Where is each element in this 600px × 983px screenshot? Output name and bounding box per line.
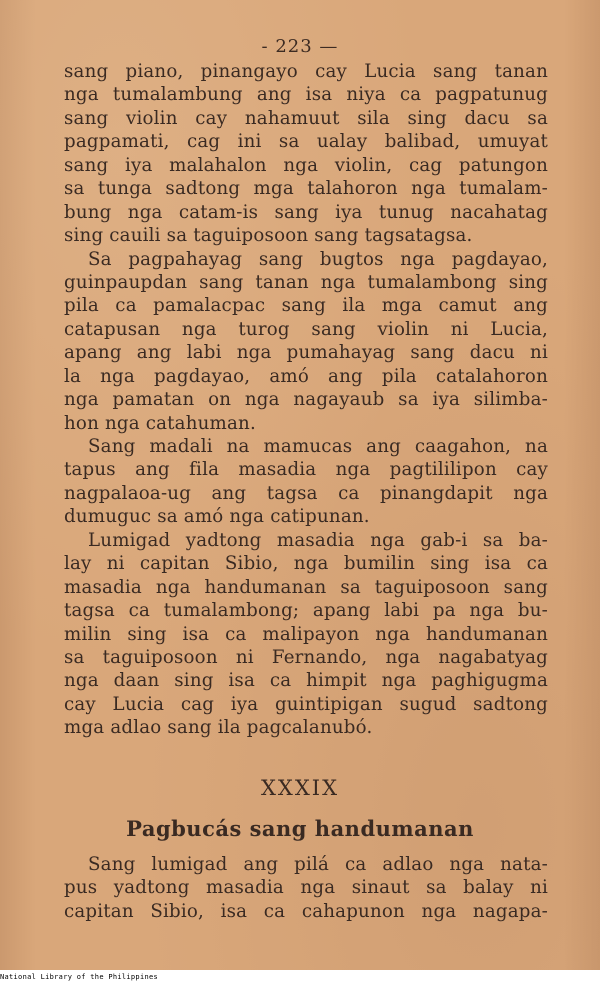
text-line: lay ni capitan Sibio, nga bumilin sing isa ca bbox=[64, 553, 548, 575]
text-line: guinpaupdan sang tanan nga tumalambong sing bbox=[64, 271, 548, 293]
page-body-text bbox=[64, 60, 548, 740]
text-line: Sa pagpahayag sang bugtos nga pagdayao, bbox=[88, 248, 548, 270]
text-line: capitan Sibio, isa ca cahapunon nga nagapa- bbox=[64, 900, 548, 922]
text-line: milin sing isa ca malipayon nga handumanan bbox=[64, 623, 548, 645]
text-line: nga daan sing isa ca himpit nga paghigugma bbox=[64, 670, 548, 692]
text-line: apang ang labi nga pumahayag sang dacu ni bbox=[64, 342, 548, 364]
text-line: hon nga catahuman. bbox=[64, 412, 256, 434]
library-credit: National Library of the Philippines bbox=[0, 973, 159, 981]
text-line: catapusan nga turog sang violin ni Lucia, bbox=[64, 318, 548, 340]
text-line: dumuguc sa amó nga catipunan. bbox=[64, 506, 370, 528]
chapter-opening-text bbox=[64, 853, 548, 923]
text-line: sa taguiposoon ni Fernando, nga nagabatyag bbox=[64, 646, 548, 668]
text-line: bung nga catam-is sang iya tunug nacahatag bbox=[64, 201, 548, 223]
text-line: tagsa ca tumalambong; apang labi pa nga bu- bbox=[64, 600, 548, 622]
chapter-numeral: XXXIX bbox=[260, 776, 340, 800]
text-line: sang violin cay nahamuut sila sing dacu sa bbox=[64, 107, 548, 129]
text-line: Sang madali na mamucas ang caagahon, na bbox=[88, 436, 548, 457]
text-line: sang piano, pinangayo cay Lucia sang tanan bbox=[64, 61, 548, 82]
text-line: Lumigad yadtong masadia nga gab-i sa ba- bbox=[88, 529, 548, 551]
text-line: nga tumalambung ang isa niya ca pagpatunug bbox=[64, 84, 548, 106]
text-line: sa tunga sadtong mga talahoron nga tumalam- bbox=[64, 178, 548, 200]
text-line: sang iya malahalon nga violin, cag patungon bbox=[64, 154, 548, 176]
text-line: nagpalaoa-ug ang tagsa ca pinangdapit nga bbox=[64, 482, 548, 504]
text-line: cay Lucia cag iya guintipigan sugud sadtong bbox=[64, 693, 548, 715]
text-line: tapus ang fila masadia nga pagtililipon cay bbox=[64, 459, 548, 481]
text-line: pagpamati, cag ini sa ualay balibad, umuyat bbox=[64, 131, 548, 153]
text-line: mga adlao sang ila pagcalanubó. bbox=[64, 717, 373, 739]
text-line: pila ca pamalacpac sang ila mga camut ang bbox=[64, 295, 548, 317]
text-line: masadia nga handumanan sa taguiposoon sang bbox=[64, 576, 548, 598]
text-line: Sang lumigad ang pilá ca adlao nga nata- bbox=[88, 854, 548, 875]
text-line: nga pamatan on nga nagayaub sa iya silimba- bbox=[64, 389, 548, 411]
page-number: - 223 — bbox=[261, 36, 339, 57]
text-line: la nga pagdayao, amó ang pila catalahoron bbox=[64, 365, 548, 387]
chapter-title: Pagbucás sang handumanan bbox=[126, 816, 474, 841]
text-line: pus yadtong masadia nga sinaut sa balay ni bbox=[64, 877, 548, 899]
text-line: sing cauili sa taguiposoon sang tagsatagsa. bbox=[64, 225, 473, 247]
